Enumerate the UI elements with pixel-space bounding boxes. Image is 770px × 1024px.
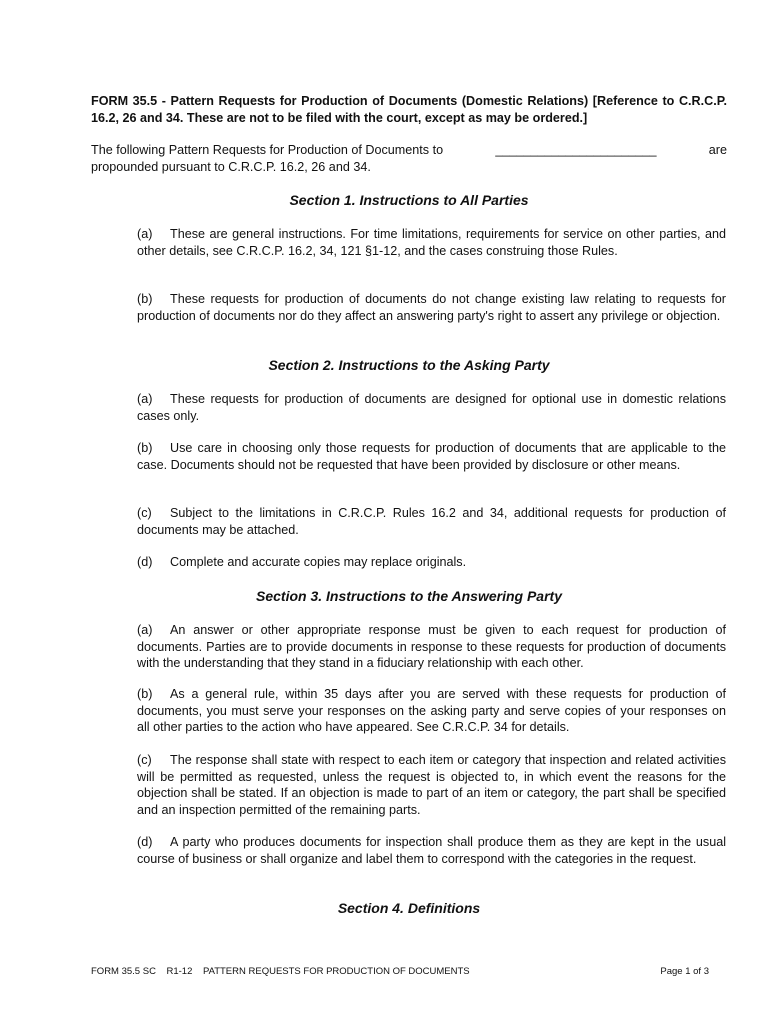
section-2-paragraph-a [137, 391, 726, 424]
recipient-blank: _______________________ [495, 143, 657, 157]
paragraph-label: (a) [137, 227, 153, 241]
section-2-paragraph-d [137, 554, 726, 571]
section-3-paragraph-c [137, 752, 726, 818]
paragraph-text: An answer or other appropriate response must be given to each request for production of documents. Parties are to provide documents in response to these requests for production of documents with the understanding that they stand in a fiduciary relationship with each other. [137, 623, 726, 670]
paragraph-text: As a general rule, within 35 days after you are served with these requests for production of documents, you must serve your responses on the asking party and serve copies of your responses on all other parties to the action who have appeared. See C.R.C.P. 34 for details. [137, 687, 726, 734]
section-3-paragraph-a [137, 622, 726, 672]
section-3-paragraph-b [137, 686, 726, 736]
paragraph-text: Subject to the limitations in C.R.C.P. Rules 16.2 and 34, additional requests for production of documents may be attached. [137, 506, 726, 537]
footer-left [91, 966, 470, 978]
footer-revision: R1-12 [166, 966, 193, 977]
section-1-paragraph-a [137, 226, 726, 259]
page-number: Page 1 of 3 [660, 966, 709, 977]
paragraph-label: (b) [137, 292, 153, 306]
footer-form-id: FORM 35.5 SC [91, 966, 156, 977]
paragraph-text: These requests for production of documents are designed for optional use in domestic relations cases only. [137, 392, 726, 423]
paragraph-text: These requests for production of documents do not change existing law relating to requests for production of documents nor do they affect an answering party's right to assert any privilege or objection. [137, 292, 726, 323]
form-title: FORM 35.5 - Pattern Requests for Production of Documents (Domestic Relations) [Reference to C.R.C.P. 16.2, 26 and 34. These are not to be filed with the court, except as may be ordered.] [91, 94, 727, 125]
section-3-heading: Section 3. Instructions to the Answering Party [256, 588, 562, 604]
section-3-paragraph-d [137, 834, 726, 867]
intro-line-2: propounded pursuant to C.R.C.P. 16.2, 26 and 34. [91, 160, 371, 174]
paragraph-text: These are general instructions. For time limitations, requirements for service on other parties, and other details, see C.R.C.P. 16.2, 34, 121 §1-12, and the cases construing those Rules. [137, 227, 726, 258]
paragraph-label: (b) [137, 441, 153, 455]
footer-doc-title: PATTERN REQUESTS FOR PRODUCTION OF DOCUMENTS [202, 966, 470, 977]
section-2-heading: Section 2. Instructions to the Asking Party [268, 357, 550, 373]
intro-line-1 [91, 142, 727, 159]
intro-text-end: are [708, 143, 727, 157]
paragraph-text: Complete and accurate copies may replace originals. [170, 555, 467, 569]
paragraph-label: (b) [137, 687, 153, 701]
paragraph-text: Use care in choosing only those requests for production of documents that are applicable to the case. Documents should not be requested that have been provided by disclosure or other means. [137, 441, 726, 472]
section-2-paragraph-c [137, 505, 726, 538]
paragraph-label: (a) [137, 623, 153, 637]
paragraph-label: (c) [137, 753, 152, 767]
section-1-paragraph-b [137, 291, 726, 324]
paragraph-text: The response shall state with respect to each item or category that inspection and related activities will be permitted as requested, unless the request is objected to, in which event the reasons for the objection shall be stated. If an objection is made to part of an item or category, the part shall be specified and an inspection permitted of the remaining parts. [137, 753, 726, 817]
paragraph-text: A party who produces documents for inspection shall produce them as they are kept in the usual course of business or shall organize and label them to correspond with the categories in the request. [137, 835, 726, 866]
paragraph-label: (d) [137, 835, 153, 849]
section-4-heading: Section 4. Definitions [337, 900, 481, 916]
section-2-paragraph-b [137, 440, 726, 473]
intro-text-start: The following Pattern Requests for Production of Documents to [91, 143, 444, 157]
intro-paragraph [91, 142, 727, 176]
paragraph-label: (c) [137, 506, 152, 520]
paragraph-label: (d) [137, 555, 153, 569]
paragraph-label: (a) [137, 392, 153, 406]
section-1-heading: Section 1. Instructions to All Parties [289, 192, 529, 208]
